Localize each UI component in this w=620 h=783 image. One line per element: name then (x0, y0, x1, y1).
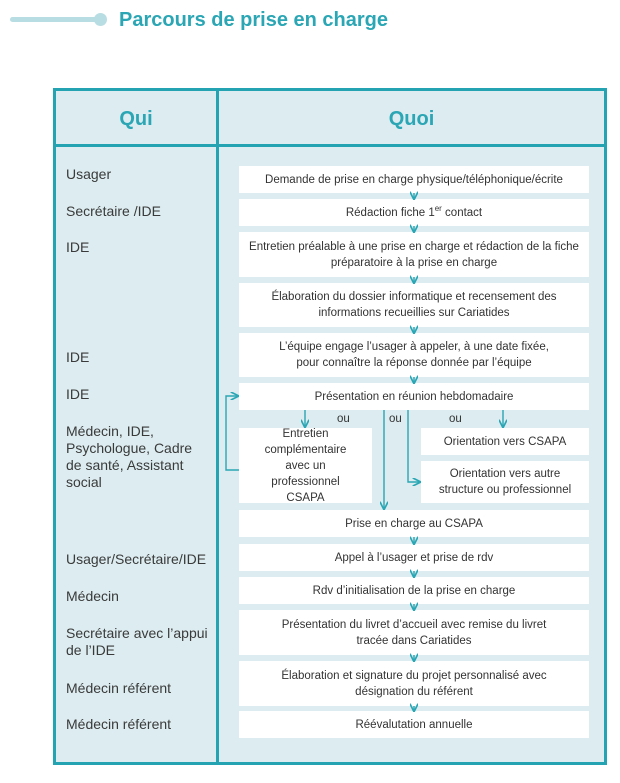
step-equipe-engage: L’équipe engage l’usager à appeler, à une date fixée, pour connaître la réponse donnée par l’équipe (239, 333, 589, 377)
actor-medecin-referent-reevaluation: Médecin référent (66, 716, 172, 732)
step-entretien-complementaire: Entretien complémentaire avec un professionnel CSAPA (239, 428, 372, 503)
actor-ide-equipe: IDE (66, 349, 90, 365)
step-elaboration-dossier: Élaboration du dossier informatique et recensement des informations recueillies sur Cariatides (239, 283, 589, 327)
or-label-right: ou (449, 413, 462, 425)
step-redaction-fiche (239, 199, 589, 226)
actor-medecin: Médecin (66, 588, 119, 604)
actor-secretaire-appui-ide: Secrétaire avec l’appui de l’IDE (66, 625, 208, 658)
page-title: Parcours de prise en charge (119, 9, 389, 31)
actor-usager-secretaire-ide: Usager/Secrétaire/IDE (66, 551, 207, 567)
step-orientation-autre: Orientation vers autre structure ou professionnel (421, 461, 589, 503)
actor-ide-entretien: IDE (66, 239, 90, 255)
title-decoration-line (10, 17, 102, 22)
title-decoration-dot (94, 13, 107, 26)
or-label-middle: ou (389, 413, 402, 425)
step-rdv-initialisation: Rdv d’initialisation de la prise en charge (239, 577, 589, 604)
step-presentation-reunion: Présentation en réunion hebdomadaire (239, 383, 589, 410)
or-label-left: ou (337, 413, 350, 425)
step-entretien-prealable: Entretien préalable à une prise en charge et rédaction de la fiche préparatoire à la prise en charge (239, 232, 589, 277)
step-appel-usager: Appel à l’usager et prise de rdv (239, 544, 589, 571)
actor-ide-reunion: IDE (66, 386, 90, 402)
step-redaction-text: Rédaction fiche 1er contact (345, 203, 483, 219)
step-demande: Demande de prise en charge physique/téléphonique/écrite (239, 166, 589, 193)
step-elaboration-projet: Élaboration et signature du projet personnalisé avec désignation du référent (239, 661, 589, 706)
actor-medecin-referent-projet: Médecin référent (66, 680, 172, 696)
actor-usager: Usager (66, 166, 112, 182)
step-prise-en-charge-csapa: Prise en charge au CSAPA (239, 510, 589, 537)
column-divider (216, 91, 219, 762)
column-header-who: Qui (56, 91, 216, 147)
step-presentation-livret: Présentation du livret d’accueil avec remise du livret tracée dans Cariatides (239, 610, 589, 655)
step-orientation-csapa: Orientation vers CSAPA (421, 428, 589, 455)
actor-equipe-pluridisciplinaire: Médecin, IDE, Psychologue, Cadre de santé, Assistant social (66, 423, 193, 490)
column-header-what: Quoi (219, 91, 604, 147)
header-divider (56, 144, 604, 147)
step-reevaluation: Réévalutation annuelle (239, 711, 589, 738)
actor-secretaire-ide: Secrétaire /IDE (66, 203, 161, 219)
